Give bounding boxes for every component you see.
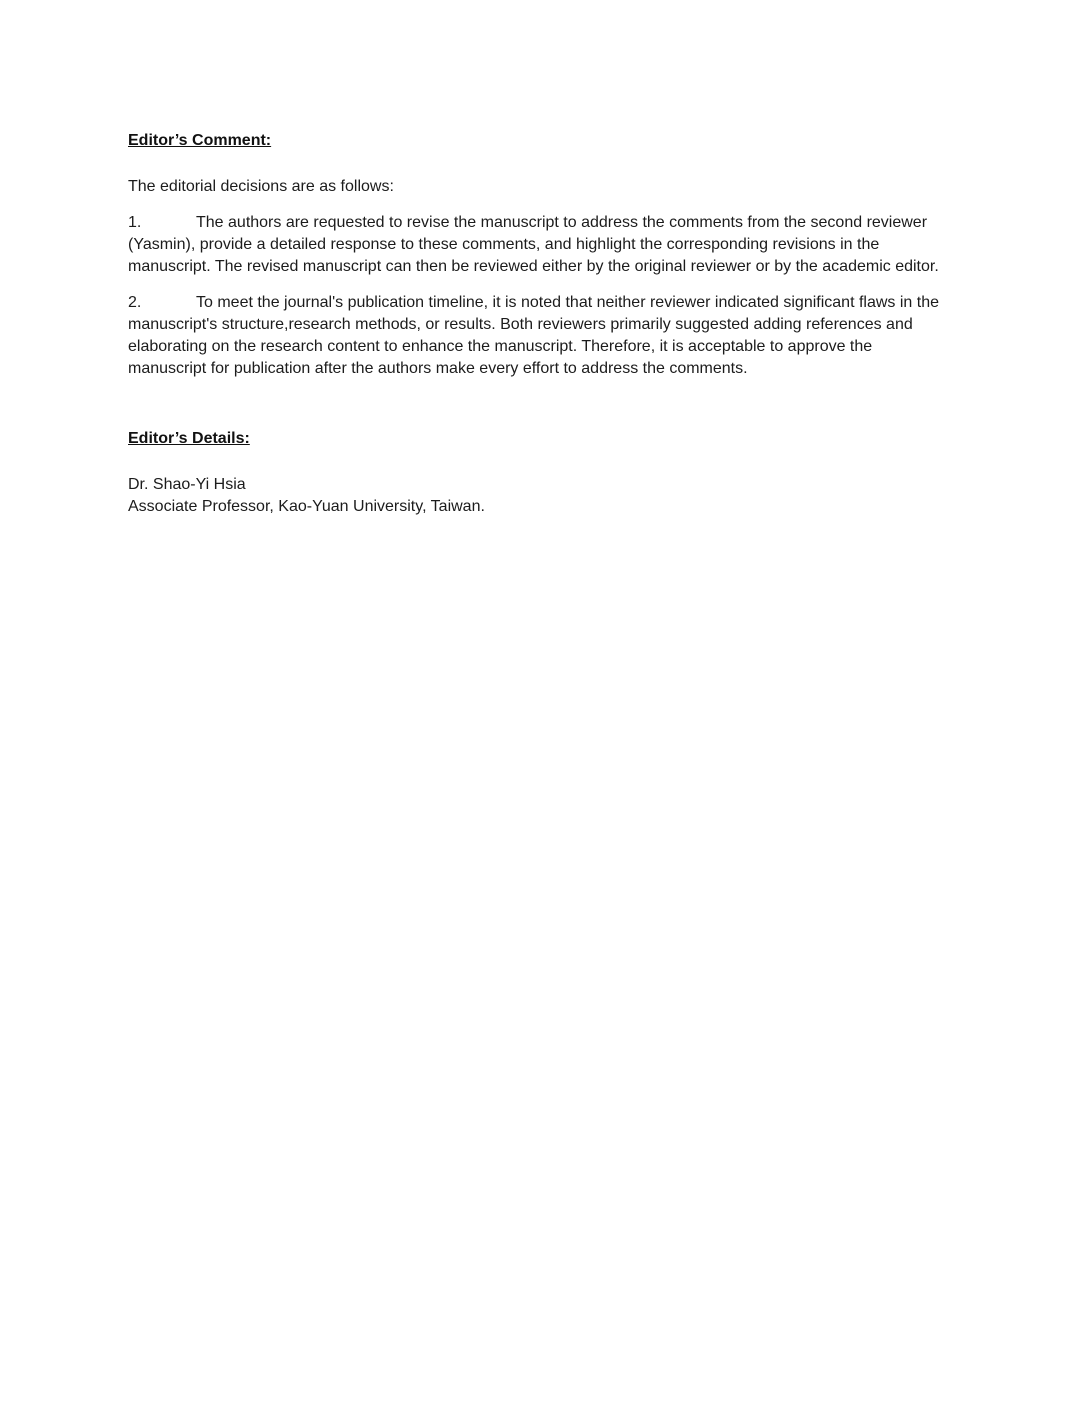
editors-comment-heading-row xyxy=(128,130,960,152)
editors-details-heading: Editor’s Details: xyxy=(128,430,250,447)
editor-affiliation: Associate Professor, Kao-Yuan University, Taiwan. xyxy=(128,498,485,515)
document-content xyxy=(0,0,1088,518)
item-2-text: To meet the journal's publication timeline, it is noted that neither reviewer indicated significant flaws in the manuscript's structure,research methods, or results. Both reviewers primarily suggested adding references and elaborating on the research content to enhance the manuscript. Therefore, it is acceptable to approve the manuscript for publication after the authors make every effort to address the comments. xyxy=(128,294,940,377)
item-2-number: 2. xyxy=(128,294,142,311)
editorial-decision-item-2 xyxy=(128,292,950,380)
item-1-text: The authors are requested to revise the manuscript to address the comments from the second reviewer (Yasmin), provide a detailed response to these comments, and highlight the corresponding revisions in the manuscript. The revised manuscript can then be reviewed either by the original reviewer or by the academic editor. xyxy=(128,214,939,275)
editorial-decision-item-1 xyxy=(128,212,950,278)
editor-name: Dr. Shao-Yi Hsia xyxy=(128,476,246,493)
item-1-number: 1. xyxy=(128,214,142,231)
editorial-decisions-intro: The editorial decisions are as follows: xyxy=(128,178,394,195)
editors-comment-heading: Editor’s Comment: xyxy=(128,132,272,149)
editors-details-heading-row xyxy=(128,428,960,450)
